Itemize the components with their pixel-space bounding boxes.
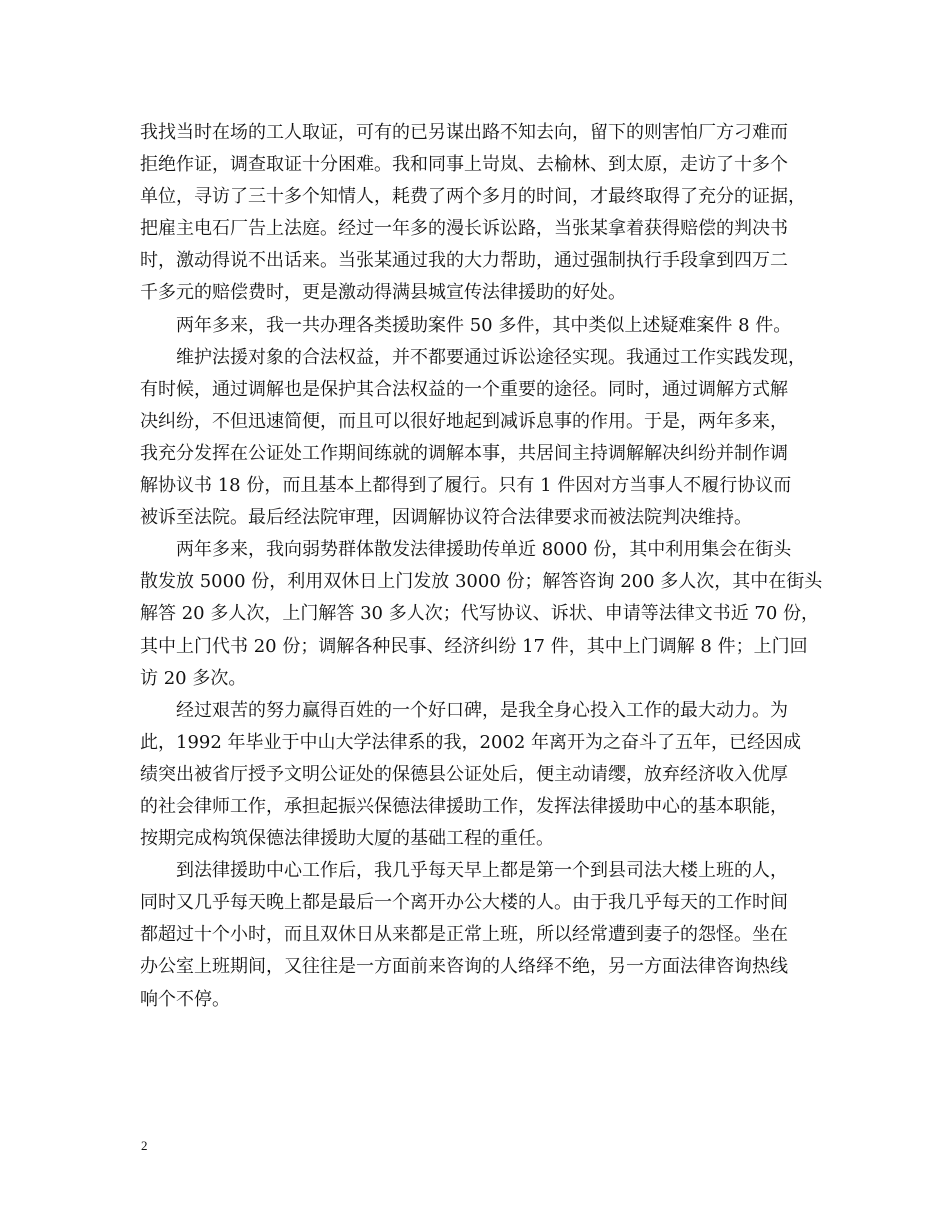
text-line: 两年多来，我一共办理各类援助案件 50 多件，其中类似上述疑难案件 8 件。 (176, 314, 792, 336)
text-line: 有时候，通过调解也是保护其合法权益的一个重要的途径。同时，通过调解方式解 (140, 378, 788, 400)
text-line: 其中上门代书 20 份；调解各种民事、经济纠纷 17 件，其中上门调解 8 件；上门回 (140, 635, 808, 657)
text-line: 解协议书 18 份，而且基本上都得到了履行。只有 1 件因对方当事人不履行协议而 (140, 475, 792, 497)
text-line: 到法律援助中心工作后，我几乎每天早上都是第一个到县司法大楼上班的人， (176, 860, 788, 882)
text-line: 按期完成构筑保德法律援助大厦的基础工程的重任。 (140, 828, 554, 850)
text-line: 维护法援对象的合法权益，并不都要通过诉讼途径实现。我通过工作实践发现， (176, 346, 806, 368)
text-line: 经过艰苦的努力赢得百姓的一个好口碑，是我全身心投入工作的最大动力。为 (176, 699, 788, 721)
text-line: 访 20 多次。 (140, 667, 247, 689)
text-line: 响个不停。 (140, 988, 230, 1010)
body-text (140, 117, 823, 1016)
text-line: 都超过十个小时，而且双休日从来都是正常上班，所以经常遭到妻子的怨怪。坐在 (140, 924, 788, 946)
text-line: 我找当时在场的工人取证，可有的已另谋出路不知去向，留下的则害怕厂方刁难而 (140, 122, 788, 143)
text-line: 办公室上班期间，又往往是一方面前来咨询的人络绎不绝，另一方面法律咨询热线 (140, 956, 788, 978)
text-line: 散发放 5000 份，利用双休日上门发放 3000 份；解答咨询 200 多人次，其中在街头 (140, 571, 823, 593)
text-line: 拒绝作证，调查取证十分困难。我和同事上岢岚、去榆林、到太原，走访了十多个 (140, 154, 788, 176)
text-line: 把雇主电石厂告上法庭。经过一年多的漫长诉讼路，当张某拿着获得赔偿的判决书 (140, 218, 788, 240)
text-line: 我充分发挥在公证处工作期间练就的调解本事，共居间主持调解解决纠纷并制作调 (140, 442, 788, 464)
text-line: 单位，寻访了三十多个知情人，耗费了两个多月的时间，才最终取得了充分的证据， (140, 186, 806, 208)
text-line: 千多元的赔偿费时，更是激动得满县城宣传法律援助的好处。 (140, 282, 626, 304)
text-line: 解答 20 多人次，上门解答 30 多人次；代写协议、诉状、申请等法律文书近 70 份， (140, 603, 820, 625)
text-line: 决纠纷，不但迅速简便，而且可以很好地起到减诉息事的作用。于是，两年多来， (140, 410, 788, 432)
text-line: 被诉至法院。最后经法院审理，因调解协议符合法律要求而被法院判决维持。 (140, 507, 752, 529)
text-line: 时，激动得说不出话来。当张某通过我的大力帮助，通过强制执行手段拿到四万二 (140, 250, 788, 272)
text-line: 绩突出被省厅授予文明公证处的保德县公证处后，便主动请缨，放弃经济收入优厚 (140, 763, 788, 785)
text-line: 的社会律师工作，承担起振兴保德法律援助工作，发挥法律援助中心的基本职能， (140, 795, 788, 817)
text-line: 两年多来，我向弱势群体散发法律援助传单近 8000 份，其中利用集会在街头 (176, 539, 792, 561)
text-line: 同时又几乎每天晚上都是最后一个离开办公大楼的人。由于我几乎每天的工作时间 (140, 892, 788, 914)
text-line: 此，1992 年毕业于中山大学法律系的我，2002 年离开为之奋斗了五年，已经因成 (140, 731, 802, 753)
page-number: 2 (141, 1138, 148, 1153)
